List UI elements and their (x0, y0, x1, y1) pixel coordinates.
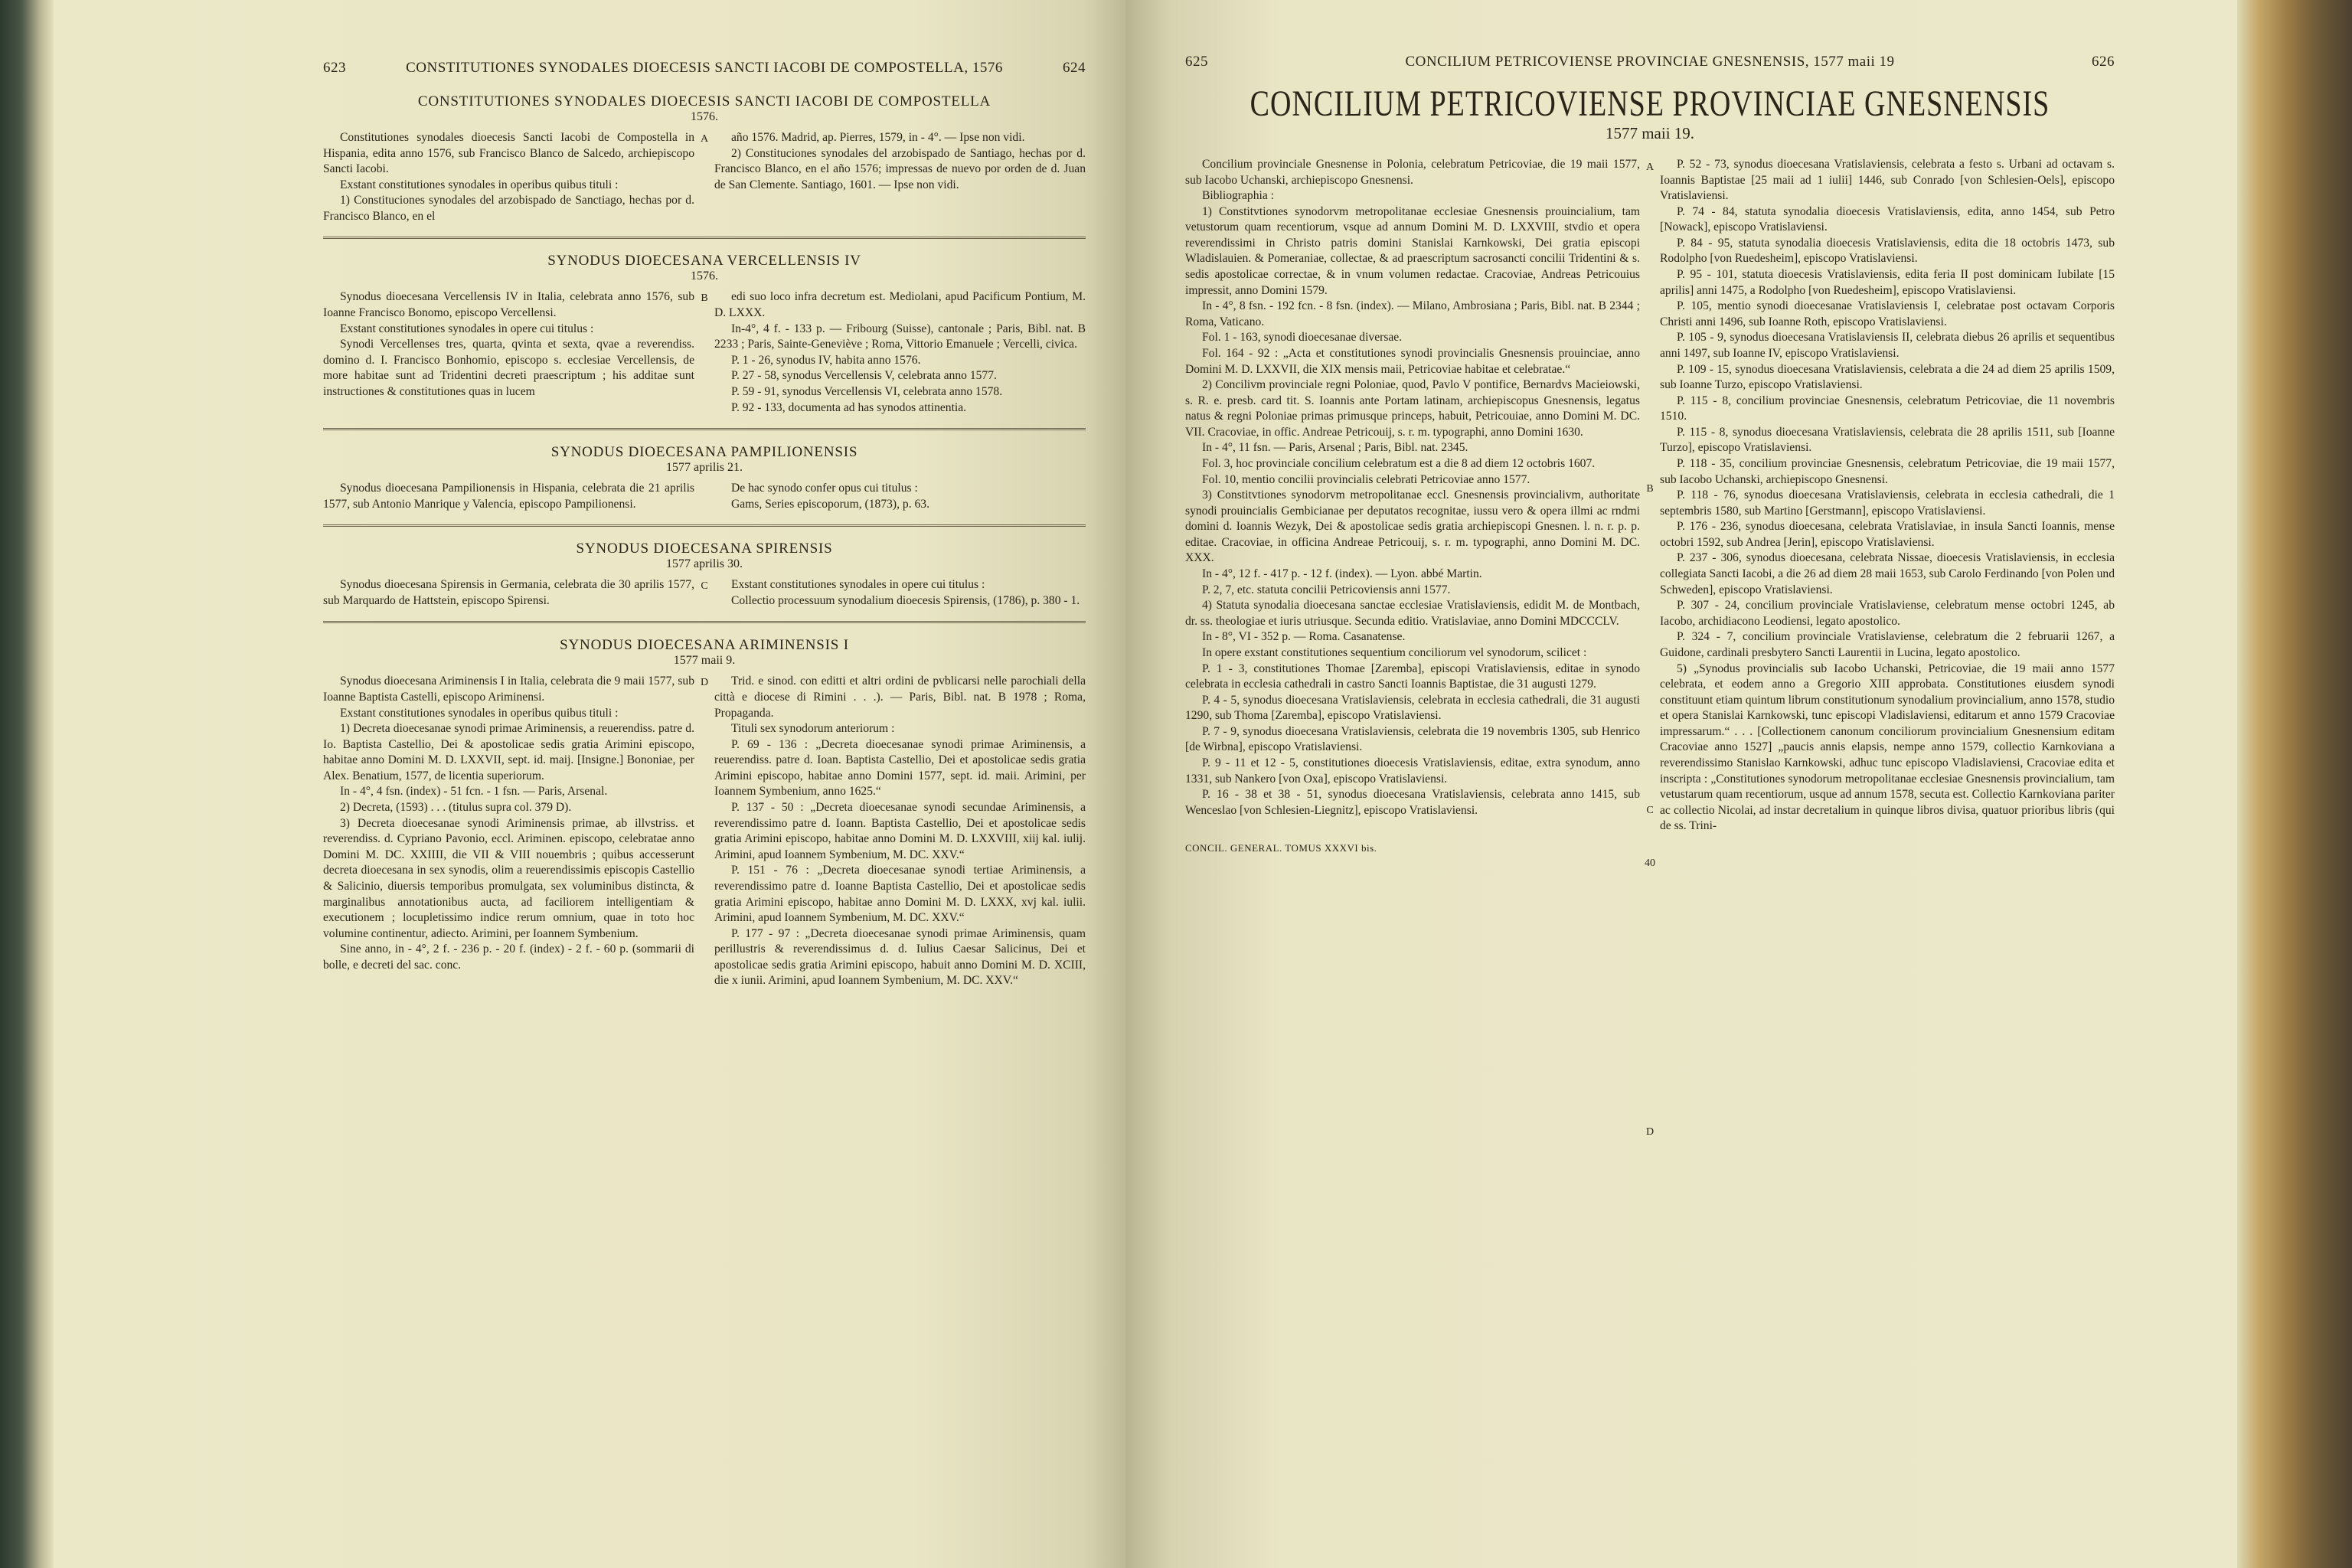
paragraph: P. 307 - 24, concilium provinciale Vratislaviense, celebratum mense octobri 1245, ab Iacobo, archidiacono Leodiensi, legato apostolico. (1660, 599, 2115, 628)
paragraph: P. 27 - 58, synodus Vercellensis V, celebrata anno 1577. (731, 369, 997, 383)
margin-letter: D (700, 677, 709, 689)
margin-letter: A (700, 133, 709, 145)
paragraph: Synodus dioecesana Ariminensis I in Italia, celebrata die 9 maii 1577, sub Ioanne Baptista Castelli, episcopo Ariminensi. (323, 675, 694, 704)
margin-letter: C (701, 580, 708, 593)
paragraph: P. 69 - 136 : „Decreta dioecesanae synodi primae Ariminensis, a reuerendiss. patre d. Ioan. Baptista Castellio, Dei et apostolicae sedis gratia Arimini episcopo, habitae anno Domini 1577, sept. id. maii. Arimini, per Ioannem Symbenium, anno 1625.“ (714, 737, 1086, 799)
section-columns (323, 577, 1086, 609)
paragraph: 2) Decreta, (1593) . . . (titulus supra col. 379 D). (340, 801, 572, 815)
section-date: 1577 aprilis 30. (666, 557, 743, 571)
paragraph: P. 137 - 50 : „Decreta dioecesanae synodi secundae Ariminensis, a reverendissimo patre d. Ioann. Baptista Castellio, Dei et apostolicae sedis gratia Arimini episcopo, habitae anno Domini M. D. LXXVIII, xiij kal. iulij. Arimini, apud Ioannem Symbenium, M. DC. XXV.“ (714, 801, 1086, 861)
page-number: 625 (1185, 54, 1208, 70)
text-column-right (714, 577, 1086, 609)
paragraph: Constitutiones synodales dioecesis Sancti Iacobi de Compostella in Hispania, edita anno 1576, sub Francisco Blanco de Salcedo, archiepiscopo Sancti Iacobi. (323, 131, 694, 176)
text-column-left (323, 130, 694, 224)
left-running-header (323, 60, 1086, 77)
book-left-edge (0, 0, 54, 1568)
section-title: SYNODUS DIOECESANA VERCELLENSIS IV (547, 253, 861, 270)
paragraph: 3) Constitvtiones synodorvm metropolitanae eccl. Gnesnensis provincialivm, authoritate synodi prouincialis Gembicianae per deputatos recognitae, iussu vero & opera illmi ac rndmi domini d. Ioannis Wezyk, Dei & apostolicae sedis gratia archiepiscopi Gnesnen. l. n. r. p. p. editae. Cracoviae, in officina Andreae Petricouij, s. r. m. typographi, anno Domini M. DC. XXX. (1185, 488, 1640, 565)
paragraph: P. 109 - 15, synodus dioecesana Vratislaviensis, celebrata a die 24 ad diem 25 aprilis 1509, sub Ioanne Turzo, episcopo Vratislaviensi. (1660, 362, 2115, 392)
left-sections (323, 93, 1086, 989)
page-number: 626 (2092, 54, 2115, 70)
paragraph: P. 59 - 91, synodus Vercellensis VI, celebrata anno 1578. (731, 384, 1003, 398)
section-title: SYNODUS DIOECESANA PAMPILIONENSIS (550, 444, 858, 461)
paragraph: P. 324 - 7, concilium provinciale Vratislaviense, celebratum die 2 februarii 1267, a Guidone, cardinali presbytero Sancti Laurentii in Lucina, legato apostolico. (1660, 630, 2115, 659)
paragraph: In - 4°, 8 fsn. - 192 fcn. - 8 fsn. (index). — Milano, Ambrosiana ; Paris, Bibl. nat. B 2344 ; Roma, Vaticano. (1185, 299, 1640, 328)
paragraph: Sine anno, in - 4°, 2 f. - 236 p. - 20 f. (index) - 2 f. - 60 p. (sommarii di bolle, e decreti del sac. conc. (323, 942, 694, 972)
margin-letter: B (1646, 483, 1654, 495)
paragraph: Fol. 10, mentio concilii provincialis celebrati Petricoviae anno 1577. (1202, 472, 1530, 486)
paragraph: 1) Decreta dioecesanae synodi primae Ariminensis, a reuerendiss. patre d. Io. Baptista Castellio, Dei & apostolicae sedis gratia Arimini episcopo, habitae anno Domini M. D. LXXVII, sept. id. maij. [Insigne.] Bononiae, per Alex. Benatium, 1577, de licentia superiorum. (323, 722, 694, 782)
page-number: 623 (323, 60, 346, 76)
text-column-right (714, 289, 1086, 416)
paragraph: Exstant constitutiones synodales in operibus quibus tituli : (340, 706, 619, 720)
paragraph: P. 115 - 8, synodus dioecesana Vratislaviensis, celebrata die 28 aprilis 1511, sub [Ioanne Turzo], episcopo Vratislaviensi. (1660, 425, 2115, 455)
paragraph: 2) Concilivm provinciale regni Poloniae, quod, Pavlo V pontifice, Bernardvs Macieiowski, s. R. e. presb. card tit. S. Ioannis ante Portam latinam, archiepiscopus Gnesnensis, legatus natus & regni Poloniae primas primusque princeps, habuit, Petricouiae, anno Domini M. DC. VII. Cracoviae, in offic. Andreae Petricouij, s. r. m. typographi, anno Domini 1630. (1185, 378, 1640, 439)
section-columns (323, 674, 1086, 989)
paragraph: De hac synodo confer opus cui titulus : (731, 482, 918, 495)
council-date: 1577 maii 19. (1605, 124, 1695, 142)
council-title: CONCILIUM PETRICOVIENSE PROVINCIAE GNESNENSIS (1250, 83, 2050, 125)
paragraph: P. 95 - 101, statuta dioecesis Vratislaviensis, edita feria II post dominicam Iubilate [15 aprilis] anni 1475, a Rodolpho [von Ruedesheim], episcopo Vratislaviensi. (1660, 268, 2115, 297)
paragraph: 1) Constitvtiones synodorvm metropolitanae ecclesiae Gnesnensis prouincialium, tam vetustorum quam recentiorum, vsque ad annum Domini M. D. LXXVIII, stvdio et opera reverendissimi in Christo patris domini Stanislai Karnkowski, Dei gratia episcopi Wladislauien. & Pomeraniae, collectae, & ad praescriptum sacrosancti concilii Tridentini & s. sedis apostolicae correctae, & in vnum volumen redactae. Cracoviae, Andreas Petricouius impressit, anno Domini 1579. (1185, 204, 1640, 297)
text-column-right (714, 674, 1086, 989)
paragraph: Synodi Vercellenses tres, quarta, qvinta et sexta, qvae a reverendiss. domino d. I. Francisco Bonhomio, episcopo s. ecclesiae Vercellensis, de more habitae sunt ad Tridentini decreti praescriptum ; his additae sunt instructiones & constitutiones quas in lucem (323, 338, 694, 398)
section-columns (323, 289, 1086, 416)
paragraph: P. 52 - 73, synodus dioecesana Vratislaviensis, celebrata a festo s. Urbani ad octavam s. Ioannis Baptistae [25 maii ad 1 iulii] 1446, sub Conrado [von Schlesien-Oels], episcopo Vratislaviensi. (1660, 158, 2115, 203)
paragraph: Collectio processuum synodalium dioecesis Spirensis, (1786), p. 380 - 1. (731, 593, 1080, 607)
margin-letter: B (701, 292, 708, 305)
paragraph: P. 74 - 84, statuta synodalia dioecesis Vratislaviensis, edita, anno 1454, sub Petro [Nowack], episcopo Vratislaviensi. (1660, 204, 2115, 234)
paragraph: Exstant constitutiones synodales in operibus quibus tituli : (340, 178, 619, 191)
sheet-number: 40 (1645, 857, 1655, 869)
running-title: CONSTITUTIONES SYNODALES DIOECESIS SANCTI IACOBI DE COMPOSTELLA, 1576 (406, 60, 1003, 76)
paragraph: P. 118 - 35, concilium provinciae Gnesnensis, celebratum Petricoviae, die 19 maii 1577, sub Iacobo Uchanski, archiepiscopo Gnesnensi. (1660, 456, 2115, 486)
paragraph: Synodus dioecesana Pampilionensis in Hispania, celebrata die 21 aprilis 1577, sub Antonio Manrique y Valencia, episcopo Pampilionensi. (323, 482, 694, 511)
paragraph: P. 105, mentio synodi dioecesanae Vratislaviensis I, celebratae post octavam Corporis Christi anni 1496, sub Ioanne Roth, episcopo Vratislaviensi. (1660, 299, 2115, 328)
paragraph: P. 176 - 236, synodus dioecesana, celebrata Vratislaviae, in insula Sancti Ioannis, mense octobri 1592, sub Andrea [Jerin], episcopo Vratislaviensi. (1660, 520, 2115, 549)
paragraph: P. 1 - 26, synodus IV, habita anno 1576. (731, 353, 921, 367)
paragraph: In - 4°, 11 fsn. — Paris, Arsenal ; Paris, Bibl. nat. 2345. (1202, 441, 1468, 455)
paragraph: P. 177 - 97 : „Decreta dioecesanae synodi primae Ariminensis, quam perillustris & reverendissimus d. d. Iulius Caesar Salicinus, Dei et apostolicae sedis gratia Arimini episcopo, habuit anno Domini M. D. XCIII, die x iunii. Arimini, apud Ioannem Symbenium, M. DC. XXV.“ (714, 926, 1086, 988)
paragraph: In - 8°, VI - 352 p. — Roma. Casanatense. (1202, 630, 1406, 644)
section-columns (323, 481, 1086, 512)
paragraph: 1) Constituciones synodales del arzobispado de Sanctiago, hechas por d. Francisco Blanco, en el (323, 194, 694, 223)
paragraph: Fol. 164 - 92 : „Acta et constitutiones synodi provincialis Gnesnensis prouinciae, anno Domini M. D. LXXVII, die XIX mensis maii, Petricoviae habitae et celebratae.“ (1185, 346, 1640, 376)
paragraph: 3) Decreta dioecesanae synodi Ariminensis primae, ab illvstriss. et reverendiss. d. Cypriano Pavonio, eccl. Ariminen. episcopo, celebratae anno Domini M. DC. XXIIII, die VII & VIII nouembris ; quibus accesserunt decreta dioecesana in sex synodis, olim a reuerendissimis episcopis Castellio & Salicinio, diuersis temporibus promulgata, sex voluminibus distincta, & marginalibus annotationibus aucta, ad faciliorem intelligentiam & executionem ; locupletissimo indice rerum omnium, quae in toto hoc volumine continentur, adiecto. Arimini, per Ioannem Symbenium. (323, 816, 694, 940)
paragraph: P. 84 - 95, statuta synodalia dioecesis Vratislaviensis, edita die 18 octobris 1473, sub Rodolpho [von Ruedesheim], episcopo Vratislaviensi. (1660, 236, 2115, 266)
section-divider (323, 621, 1086, 623)
book-right-edge (2237, 0, 2352, 1568)
paragraph: edi suo loco infra decretum est. Mediolani, apud Pacificum Pontium, M. D. LXXX. (714, 290, 1086, 320)
margin-letter: D (1645, 1126, 1655, 1138)
section-divider (323, 524, 1086, 527)
paragraph: P. 16 - 38 et 38 - 51, synodus dioecesana Vratislaviensis, celebrata anno 1415, sub Wenceslao [von Schlesien-Liegnitz], episcopo Vratislaviensi. (1185, 788, 1640, 817)
paragraph: In opere exstant constitutiones sequentium conciliorum vel synodorum, scilicet : (1202, 645, 1587, 659)
paragraph: P. 4 - 5, synodus dioecesana Vratislaviensis, celebrata in ecclesia cathedrali, die 31 augusti 1290, sub Thoma [Zaremba], episcopo Vratislaviensi. (1185, 693, 1640, 723)
section-date: 1577 aprilis 21. (666, 461, 743, 475)
paragraph: P. 151 - 76 : „Decreta dioecesanae synodi tertiae Ariminensis, a reverendissimo patre d. Ioanne Baptista Castellio, Dei et apostolicae sedis gratia Arimini episcopo, habitae anno Domini M. D. LXXX, xvj kal. iulii. Arimini, apud Ioannem Symbenium, M. DC. XXV.“ (714, 864, 1086, 925)
page-number: 624 (1062, 60, 1086, 76)
section-title: CONSTITUTIONES SYNODALES DIOECESIS SANCTI IACOBI DE COMPOSTELLA (417, 93, 991, 109)
paragraph: In - 4°, 4 fsn. (index) - 51 fcn. - 1 fsn. — Paris, Arsenal. (340, 785, 608, 799)
paragraph: P. 9 - 11 et 12 - 5, constitutiones dioecesis Vratislaviensis, editae, extra synodum, anno 1331, sub Nankero [von Oxa], episcopo Vratislaviensi. (1185, 756, 1640, 786)
paragraph: Fol. 3, hoc provinciale concilium celebratum est a die 8 ad diem 12 octobris 1607. (1202, 456, 1596, 470)
paragraph: P. 118 - 76, synodus dioecesana Vratislaviensis, celebrata in ecclesia cathedrali, die 1 septembris 1580, sub Martino [Gerstmann], episcopo Vratislaviensi. (1660, 488, 2115, 518)
paragraph: 2) Constituciones synodales del arzobispado de Santiago, hechas por d. Francisco Blanco, en el año 1576; impressas de nuevo por orden de d. Juan de San Clemente. Santiago, 1601. — Ipse non vidi. (714, 146, 1086, 191)
paragraph: año 1576. Madrid, ap. Pierres, 1579, in - 4°. — Ipse non vidi. (731, 131, 1025, 144)
paragraph: Synodus dioecesana Vercellensis IV in Italia, celebrata anno 1576, sub Ioanne Francisco Bonomo, episcopo Vercellensi. (323, 290, 694, 320)
paragraph: Tituli sex synodorum anteriorum : (731, 722, 895, 736)
section-date: 1577 maii 9. (673, 654, 736, 668)
margin-letter: A (1645, 162, 1655, 173)
section-divider (323, 237, 1086, 239)
paragraph: P. 105 - 9, synodus dioecesana Vratislaviensis II, celebrata diebus 26 aprilis et sequentibus anni 1497, sub Ioanne IV, episcopo Vratislaviensi. (1660, 331, 2115, 360)
text-column-right (1660, 157, 2115, 835)
margin-letter: C (1646, 805, 1654, 816)
text-column-left (323, 289, 694, 416)
paragraph: 4) Statuta synodalia dioecesana sanctae ecclesiae Vratislaviensis, edidit M. de Montbach, dr. ss. theologiae et iuris utriusque. Secunda editio. Vratislaviae, anno Domini MDCCCLV. (1185, 599, 1640, 628)
paragraph: 5) „Synodus provincialis sub Iacobo Uchanski, Petricoviae, die 19 maii anno 1577 celebrata, et eodem anno a Gregorio XIII approbata. Constitutiones eiusdem synodi constituunt etiam quintum librum constitutionum synodalium provincialium, anno 1578, studio et opera Stanislai Karnkowski, tunc episcopi Vladislaviensi, editarum et anno 1579 Cracoviae impressarum.“ . . . [Collectionem canonum conciliorum provincialium Gnesnensium editam Cracoviae anno 1527] „paucis annis elapsis, nempe anno 1579, collectio Karnkoviana a reverendissimo Stanislao Karnkowski, adhuc tunc episcopo Vladislaviensi, Cracoviae edita et inscripta : „Constitutiones synodorum metropolitanae ecclesiae Gnesnensis provincialium, tam vetustarum quam recentiorum, usque ad annum 1578, secuta est. Collectio Karnkoviana pariter ac collectio Nicolai, ad instar decretalium in quinque libros divisa, quatuor prioribus libris (qui de ss. Trini- (1660, 662, 2115, 833)
section-date: 1576. (691, 110, 718, 123)
text-column-right (714, 481, 1086, 512)
text-column-left (323, 481, 694, 512)
paragraph: P. 1 - 3, constitutiones Thomae [Zaremba], episcopi Vratislaviensis, editae in synodo celebrata in ecclesia cathedrali in castro Sancti Ioannis Baptistae, die 31 augusti 1279. (1185, 662, 1640, 691)
paragraph: Concilium provinciale Gnesnense in Polonia, celebratum Petricoviae, die 19 maii 1577, sub Iacobo Uchanski, archiepiscopo Gnesnensi. (1185, 158, 1640, 187)
paragraph: In - 4°, 12 f. - 417 p. - 12 f. (index). — Lyon. abbé Martin. (1202, 567, 1482, 581)
section-date: 1576. (691, 270, 718, 283)
right-running-header (1185, 54, 2115, 70)
paragraph: Synodus dioecesana Spirensis in Germania, celebrata die 30 aprilis 1577, sub Marquardo de Hattstein, episcopo Spirensi. (323, 578, 694, 607)
paragraph: P. 7 - 9, synodus dioecesana Vratislaviensis, celebrata die 19 novembris 1305, sub Henrico [de Wirbna], episcopo Vratislaviensi. (1185, 724, 1640, 754)
left-page (54, 0, 1125, 1568)
signature-mark: CONCIL. GENERAL. TOMUS XXXVI bis. (1185, 841, 1377, 854)
text-column-left (1185, 157, 1640, 835)
paragraph: In-4°, 4 f. - 133 p. — Fribourg (Suisse), cantonale ; Paris, Bibl. nat. B 2233 ; Paris, Sainte-Geneviève ; Roma, Vittorio Emanuele ; Vercelli, civica. (714, 322, 1086, 351)
section-title: SYNODUS DIOECESANA ARIMINENSIS I (560, 637, 849, 654)
section-title: SYNODUS DIOECESANA SPIRENSIS (576, 541, 833, 557)
paragraph: Bibliographia : (1202, 189, 1274, 203)
text-column-left (323, 674, 694, 989)
text-column-right (714, 130, 1086, 224)
section-columns (323, 130, 1086, 224)
paragraph: P. 237 - 306, synodus dioecesana, celebrata Nissae, dioecesis Vratislaviensis, in ecclesia collegiata Sancti Iacobi, a die 26 ad diem 28 maii 1653, sub Carolo Ferdinando [von Polen und Schweden], episcopo Vratislaviensi. (1660, 551, 2115, 596)
text-column-left (323, 577, 694, 609)
paragraph: P. 2, 7, etc. statuta concilii Petricoviensis anni 1577. (1202, 583, 1451, 596)
running-title: CONCILIUM PETRICOVIENSE PROVINCIAE GNESNENSIS, 1577 maii 19 (1405, 54, 1895, 70)
paragraph: Exstant constitutiones synodales in opere cui titulus : (731, 578, 985, 592)
paragraph: P. 115 - 8, concilium provinciae Gnesnensis, celebratum Petricoviae, die 11 novembris 1510. (1660, 394, 2115, 423)
paragraph: Trid. e sinod. con editti et altri ordini de pvblicarsi nelle parochiali della città e diocese di Rimini . . .). — Paris, Bibl. nat. B 1978 ; Roma, Propaganda. (714, 675, 1086, 720)
paragraph: Fol. 1 - 163, synodi dioecesanae diversae. (1202, 331, 1403, 345)
right-page (1125, 0, 2237, 1568)
section-divider (323, 428, 1086, 430)
paragraph: Exstant constitutiones synodales in opere cui titulus : (340, 322, 594, 335)
paragraph: P. 92 - 133, documenta ad has synodos attinentia. (731, 400, 967, 414)
paragraph: Gams, Series episcoporum, (1873), p. 63. (731, 497, 929, 511)
